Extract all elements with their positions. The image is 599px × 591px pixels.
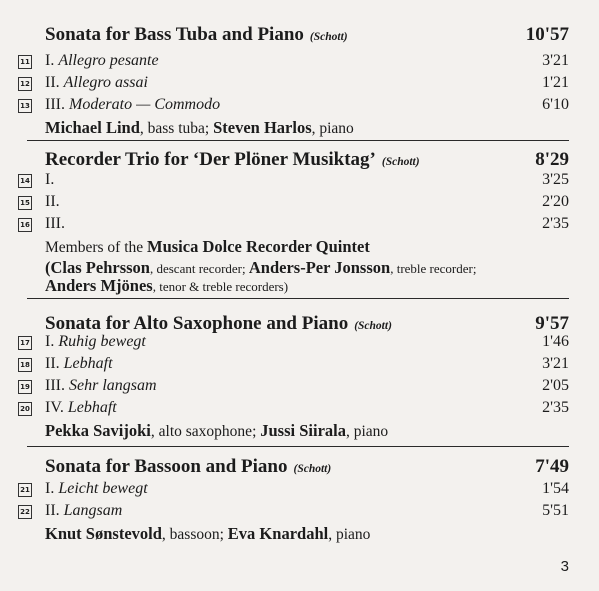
performer-role: , tenor & treble recorders) — [152, 279, 289, 294]
track-number-icon: 18 — [18, 358, 32, 372]
track-row — [18, 355, 569, 377]
track-number-icon: 21 — [18, 483, 32, 497]
movement-number: II. — [45, 355, 60, 372]
track-number-icon: 11 — [18, 55, 32, 69]
movement-tempo: Allegro assai — [63, 74, 148, 91]
publisher: (Schott) — [381, 156, 420, 168]
track-time: 3'25 — [542, 171, 569, 188]
movement-tempo: Moderato — Commodo — [68, 96, 221, 113]
performer-name: (Clas Pehrsson — [45, 258, 150, 277]
movement-tempo: Sehr langsam — [68, 377, 157, 394]
movement-tempo: Leicht bewegt — [58, 480, 148, 497]
performer-name: Eva Knardahl — [227, 524, 329, 543]
page-number: 3 — [560, 558, 569, 575]
performer-role: , bass tuba; — [139, 120, 214, 137]
movement-number: I. — [45, 171, 55, 188]
track-number-icon: 14 — [18, 174, 32, 188]
track-time: 1'46 — [542, 333, 569, 350]
work-section — [18, 456, 569, 546]
movement-number: III. — [45, 215, 65, 232]
work-header — [45, 24, 569, 48]
track-row — [18, 52, 569, 74]
work-title: Sonata for Bass Tuba and Piano — [45, 24, 304, 45]
track-row — [18, 74, 569, 96]
work-duration: 8'29 — [535, 149, 569, 170]
track-time: 2'35 — [542, 399, 569, 416]
performer-role: , descant recorder; — [149, 261, 249, 276]
track-time: 3'21 — [542, 355, 569, 372]
work-section — [18, 149, 569, 299]
performer-role: , piano — [311, 120, 354, 137]
ensemble-prefix: Members of the — [45, 239, 148, 256]
track-number-icon: 13 — [18, 99, 32, 113]
movement-tempo: Ruhig bewegt — [58, 333, 146, 350]
movement-number: I. — [45, 333, 55, 350]
work-duration: 10'57 — [525, 24, 569, 45]
track-time: 5'51 — [542, 502, 569, 519]
movement-number: I. — [45, 52, 55, 69]
movement-number: II. — [45, 193, 60, 210]
track-time: 1'54 — [542, 480, 569, 497]
track-number-icon: 20 — [18, 402, 32, 416]
performer-role: , bassoon; — [161, 526, 228, 543]
movement-number: III. — [45, 377, 65, 394]
track-number-icon: 17 — [18, 336, 32, 350]
track-time: 2'20 — [542, 193, 569, 210]
work-duration: 9'57 — [535, 313, 569, 334]
track-number-icon: 16 — [18, 218, 32, 232]
track-row — [18, 171, 569, 193]
work-duration: 7'49 — [535, 456, 569, 477]
movement-tempo: Lebhaft — [67, 399, 117, 416]
publisher: (Schott) — [309, 31, 348, 43]
performer-role: , piano — [328, 526, 371, 543]
performer-name: Anders Mjönes — [45, 276, 153, 295]
track-row — [18, 480, 569, 502]
work-title: Sonata for Alto Saxophone and Piano — [45, 313, 349, 334]
track-time: 2'05 — [542, 377, 569, 394]
performer-name: Jussi Siirala — [260, 421, 346, 440]
movement-tempo: Lebhaft — [63, 355, 113, 372]
track-row — [18, 215, 569, 237]
publisher: (Schott) — [293, 463, 332, 475]
publisher: (Schott) — [354, 320, 392, 332]
performer-name: Pekka Savijoki — [45, 421, 151, 440]
movement-number: III. — [45, 96, 65, 113]
work-header — [45, 456, 569, 480]
track-time: 6'10 — [542, 96, 569, 113]
work-section — [18, 313, 569, 445]
performer-role: , piano — [345, 423, 389, 440]
work-section — [18, 24, 569, 136]
movement-number: IV. — [45, 399, 64, 416]
track-number-icon: 15 — [18, 196, 32, 210]
track-row — [18, 502, 569, 524]
performer-name: Michael Lind — [45, 118, 140, 137]
performers-line — [45, 118, 569, 140]
track-time: 1'21 — [542, 74, 569, 91]
performers-line — [45, 524, 569, 546]
movement-tempo: Allegro pesante — [58, 52, 159, 69]
movement-number: I. — [45, 480, 55, 497]
ensemble-name: Musica Dolce Recorder Quintet — [147, 237, 370, 256]
track-row — [18, 377, 569, 399]
performer-name: Anders-Per Jonsson — [248, 258, 391, 277]
track-time: 2'35 — [542, 215, 569, 232]
work-title: Sonata for Bassoon and Piano — [45, 456, 288, 477]
performer-role: , treble recorder; — [390, 261, 477, 276]
track-number-icon: 22 — [18, 505, 32, 519]
track-number-icon: 12 — [18, 77, 32, 91]
movement-number: II. — [45, 502, 60, 519]
performer-role: , alto saxophone; — [150, 423, 261, 440]
performer-name: Knut Sønstevold — [45, 524, 162, 543]
work-title: Recorder Trio for ‘Der Plöner Musiktag’ — [45, 149, 376, 170]
movement-number: II. — [45, 74, 60, 91]
track-row — [18, 399, 569, 421]
track-number-icon: 19 — [18, 380, 32, 394]
track-row — [18, 333, 569, 355]
ensemble-line — [45, 237, 569, 259]
section-divider — [27, 140, 569, 141]
section-divider — [27, 446, 569, 447]
track-time: 3'21 — [542, 52, 569, 69]
performer-name: Steven Harlos — [213, 118, 312, 137]
performers-line — [45, 421, 569, 443]
track-row — [18, 193, 569, 215]
movement-tempo: Langsam — [63, 502, 123, 519]
performers-line — [45, 276, 569, 298]
track-row — [18, 96, 569, 118]
section-divider — [27, 298, 569, 299]
work-header — [45, 149, 569, 173]
